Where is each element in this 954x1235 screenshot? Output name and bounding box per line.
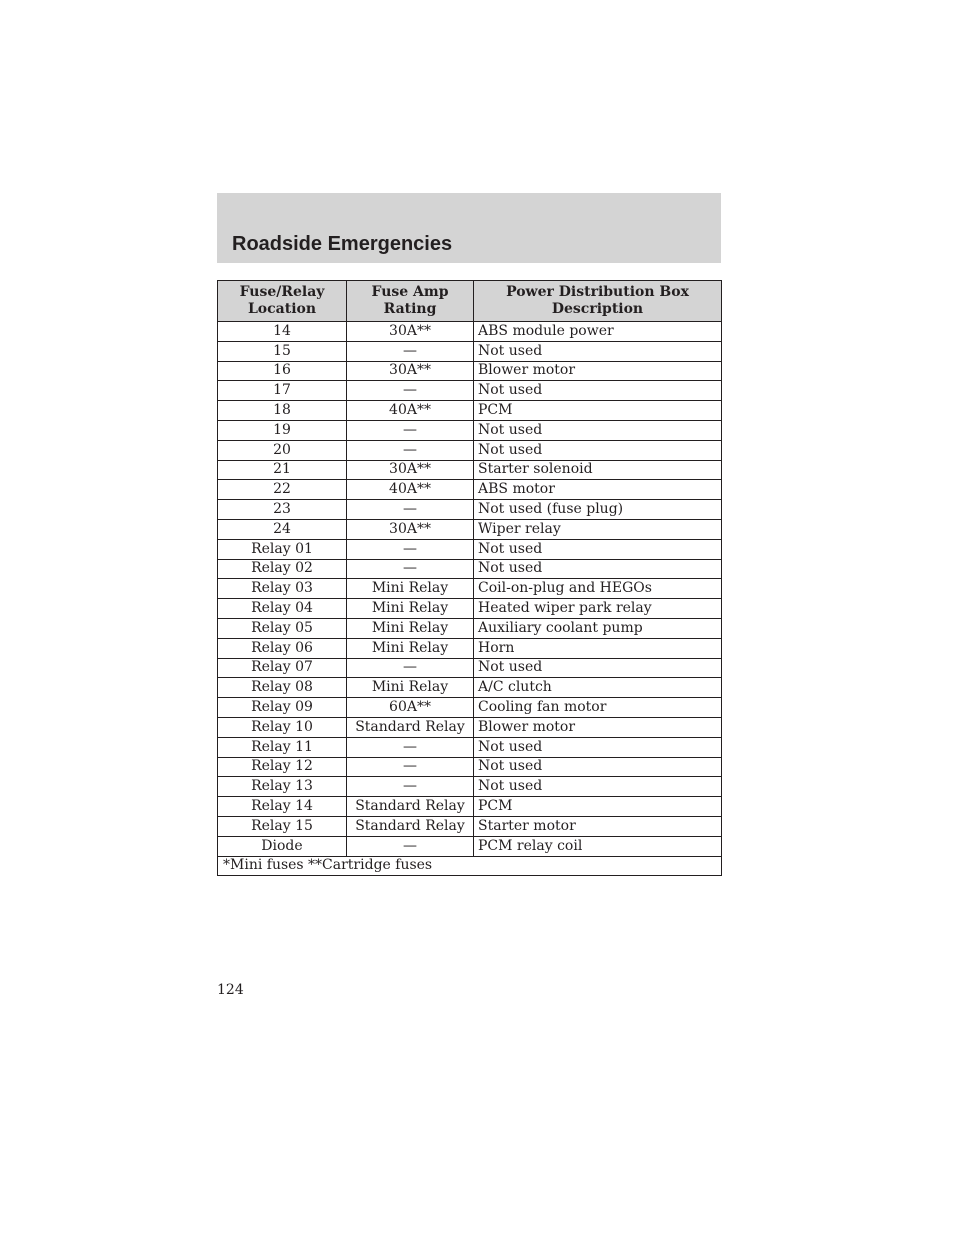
cell-description: PCM relay coil [474, 836, 722, 856]
cell-description: Not used [474, 539, 722, 559]
table-body [218, 322, 722, 857]
cell-rating: — [347, 539, 474, 559]
footnote-row [218, 856, 722, 876]
cell-rating: — [347, 341, 474, 361]
cell-location: Relay 04 [218, 599, 347, 619]
page-number: 124 [217, 982, 244, 998]
table-row [218, 579, 722, 599]
cell-rating: Mini Relay [347, 579, 474, 599]
cell-location: Relay 15 [218, 816, 347, 836]
cell-description: Cooling fan motor [474, 698, 722, 718]
table-row [218, 519, 722, 539]
cell-location: 20 [218, 440, 347, 460]
cell-description: Not used [474, 440, 722, 460]
cell-location: Relay 09 [218, 698, 347, 718]
table-row [218, 401, 722, 421]
table-row [218, 559, 722, 579]
cell-location: Relay 05 [218, 618, 347, 638]
cell-location: Relay 03 [218, 579, 347, 599]
cell-rating: Mini Relay [347, 638, 474, 658]
cell-description: Not used [474, 559, 722, 579]
cell-location: 24 [218, 519, 347, 539]
fuse-relay-table [217, 280, 722, 876]
table-row [218, 797, 722, 817]
cell-location: 17 [218, 381, 347, 401]
cell-description: Starter motor [474, 816, 722, 836]
cell-rating: 40A** [347, 401, 474, 421]
table-header-row [218, 281, 722, 322]
cell-location: Relay 14 [218, 797, 347, 817]
cell-description: Blower motor [474, 361, 722, 381]
cell-description: A/C clutch [474, 678, 722, 698]
table-row [218, 717, 722, 737]
cell-rating: — [347, 836, 474, 856]
cell-rating: 30A** [347, 519, 474, 539]
cell-description: PCM [474, 401, 722, 421]
cell-rating: Mini Relay [347, 618, 474, 638]
column-header-description: Power Distribution Box Description [474, 281, 722, 322]
cell-location: Relay 08 [218, 678, 347, 698]
cell-location: Relay 07 [218, 658, 347, 678]
table-row [218, 618, 722, 638]
cell-location: 15 [218, 341, 347, 361]
table-row [218, 678, 722, 698]
table-row [218, 599, 722, 619]
cell-location: 23 [218, 500, 347, 520]
table-row [218, 737, 722, 757]
cell-description: Blower motor [474, 717, 722, 737]
cell-rating: 40A** [347, 480, 474, 500]
table-row [218, 836, 722, 856]
cell-description: Not used [474, 341, 722, 361]
cell-description: ABS motor [474, 480, 722, 500]
table-row [218, 341, 722, 361]
cell-rating: Standard Relay [347, 816, 474, 836]
cell-description: Starter solenoid [474, 460, 722, 480]
cell-location: Relay 02 [218, 559, 347, 579]
cell-rating: — [347, 658, 474, 678]
column-header-location: Fuse/Relay Location [218, 281, 347, 322]
cell-rating: — [347, 559, 474, 579]
cell-description: Not used [474, 381, 722, 401]
column-header-rating: Fuse Amp Rating [347, 281, 474, 322]
cell-location: Relay 06 [218, 638, 347, 658]
table-row [218, 638, 722, 658]
table-row [218, 381, 722, 401]
cell-description: Not used (fuse plug) [474, 500, 722, 520]
cell-location: 19 [218, 420, 347, 440]
table-footnote: *Mini fuses **Cartridge fuses [218, 856, 722, 876]
table-row [218, 361, 722, 381]
cell-rating: — [347, 440, 474, 460]
cell-rating: Standard Relay [347, 717, 474, 737]
table-row [218, 816, 722, 836]
table-row [218, 460, 722, 480]
table-row [218, 658, 722, 678]
cell-location: 16 [218, 361, 347, 381]
cell-description: Not used [474, 420, 722, 440]
table-row [218, 698, 722, 718]
cell-description: Not used [474, 777, 722, 797]
cell-rating: — [347, 381, 474, 401]
cell-rating: Mini Relay [347, 678, 474, 698]
cell-rating: — [347, 777, 474, 797]
cell-location: Relay 01 [218, 539, 347, 559]
cell-description: Auxiliary coolant pump [474, 618, 722, 638]
cell-location: Relay 10 [218, 717, 347, 737]
cell-location: Diode [218, 836, 347, 856]
table-row [218, 440, 722, 460]
cell-description: Horn [474, 638, 722, 658]
cell-location: Relay 12 [218, 757, 347, 777]
cell-description: PCM [474, 797, 722, 817]
cell-location: 18 [218, 401, 347, 421]
cell-location: 14 [218, 322, 347, 342]
section-header-band [217, 193, 721, 263]
cell-rating: — [347, 757, 474, 777]
cell-location: Relay 13 [218, 777, 347, 797]
cell-description: Wiper relay [474, 519, 722, 539]
cell-description: Heated wiper park relay [474, 599, 722, 619]
cell-location: 21 [218, 460, 347, 480]
cell-location: 22 [218, 480, 347, 500]
cell-rating: — [347, 500, 474, 520]
cell-description: Not used [474, 658, 722, 678]
cell-description: ABS module power [474, 322, 722, 342]
cell-rating: 30A** [347, 460, 474, 480]
table-row [218, 480, 722, 500]
table-row [218, 539, 722, 559]
table-row [218, 757, 722, 777]
cell-description: Coil-on-plug and HEGOs [474, 579, 722, 599]
table-row [218, 420, 722, 440]
table-row [218, 777, 722, 797]
cell-rating: 60A** [347, 698, 474, 718]
cell-rating: Mini Relay [347, 599, 474, 619]
cell-rating: — [347, 420, 474, 440]
table-row [218, 322, 722, 342]
cell-rating: 30A** [347, 361, 474, 381]
cell-description: Not used [474, 757, 722, 777]
cell-description: Not used [474, 737, 722, 757]
section-title: Roadside Emergencies [232, 233, 453, 255]
table-row [218, 500, 722, 520]
cell-rating: Standard Relay [347, 797, 474, 817]
cell-location: Relay 11 [218, 737, 347, 757]
cell-rating: 30A** [347, 322, 474, 342]
cell-rating: — [347, 737, 474, 757]
